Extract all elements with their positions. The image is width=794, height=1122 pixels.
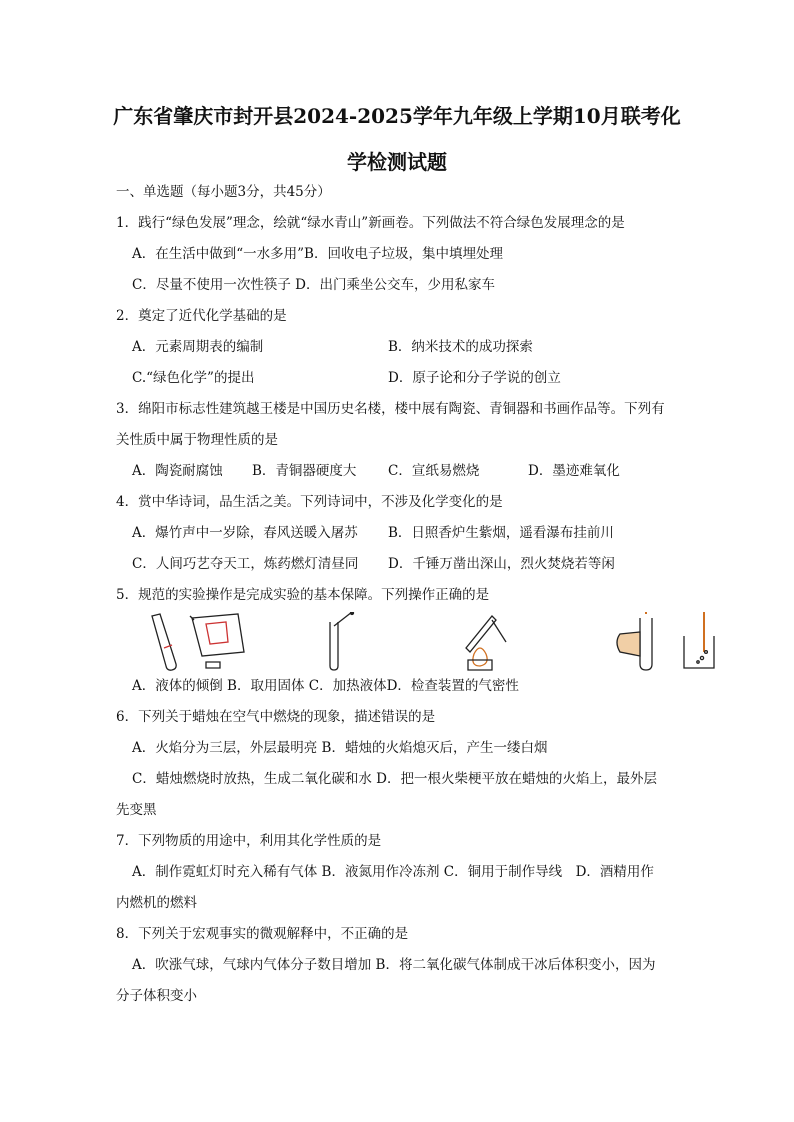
question-4-option-b: B．日照香炉生紫烟，遥看瀑布挂前川 (388, 525, 614, 541)
question-4-option-d: D．千锤万凿出深山，烈火焚烧若等闲 (388, 556, 615, 572)
heating-liquid-figure (446, 612, 526, 672)
section-heading: 一、单选题（每小题3分，共45分） (116, 184, 331, 200)
question-8-options-line-1: A．吹涨气球，气球内气体分子数目增加 B．将二氧化碳气体制成干冰后体积变小，因为 (132, 957, 656, 973)
question-6-options-line-2: C．蜡烛燃烧时放热，生成二氧化碳和水 D．把一根火柴梗平放在蜡烛的火焰上，最外层 (132, 771, 657, 787)
question-2-option-d: D．原子论和分子学说的创立 (388, 370, 561, 386)
question-6-options-line-1: A．火焰分为三层，外层最明亮 B．蜡烛的火焰熄灭后，产生一缕白烟 (132, 740, 548, 756)
question-8-stem: 8．下列关于宏观事实的微观解释中，不正确的是 (116, 926, 409, 942)
question-3-stem: 3．绵阳市标志性建筑越王楼是中国历史名楼，楼中展有陶瓷、青铜器和书画作品等。下列有 (116, 401, 665, 417)
question-1-stem: 1．践行“绿色发展”理念，绘就“绿水青山”新画卷。下列做法不符合绿色发展理念的是 (116, 215, 625, 231)
question-3-option-a: A．陶瓷耐腐蚀 (132, 463, 223, 479)
question-4-stem: 4．赏中华诗词，品生活之美。下列诗词中，不涉及化学变化的是 (116, 494, 503, 510)
question-4-options-row-1 (116, 521, 686, 546)
question-7-options-wrap: 内燃机的燃料 (116, 895, 197, 911)
question-7-stem: 7．下列物质的用途中，利用其化学性质的是 (116, 833, 382, 849)
question-3-option-b: B．青铜器硬度大 (252, 463, 357, 479)
title-line-2: 学检测试题 (347, 150, 447, 174)
question-2-stem: 2．奠定了近代化学基础的是 (116, 308, 287, 324)
question-4-option-c: C．人间巧艺夺天工，炼药燃灯清昼同 (132, 556, 359, 572)
question-7-options-line-1: A．制作霓虹灯时充入稀有气体 B．液氮用作冷冻剂 C．铜用于制作导线 D．酒精用作 (132, 864, 654, 880)
question-6-options-wrap: 先变黑 (116, 802, 157, 818)
question-8-options-wrap: 分子体积变小 (116, 988, 197, 1004)
question-2-option-c: C.“绿色化学”的提出 (132, 370, 255, 386)
question-3-option-c: C．宣纸易燃烧 (388, 463, 480, 479)
question-1-options-line-2: C．尽量不使用一次性筷子 D．出门乘坐公交车，少用私家车 (132, 277, 495, 293)
question-2-option-b: B．纳米技术的成功探索 (388, 339, 533, 355)
pouring-liquid-figure (146, 612, 256, 672)
question-3-options (116, 459, 686, 484)
question-2-options-row-2 (116, 366, 686, 391)
question-2-options-row-1 (116, 335, 686, 360)
question-6-stem: 6．下列关于蜡烛在空气中燃烧的现象，描述错误的是 (116, 709, 436, 725)
question-2-option-a: A．元素周期表的编制 (132, 339, 264, 355)
question-5-options: A．液体的倾倒 B．取用固体 C．加热液体D．检查装置的气密性 (132, 678, 519, 694)
question-list (116, 180, 686, 1015)
title-line-1: 广东省肇庆市封开县2024-2025学年九年级上学期10月联考化 (113, 104, 681, 128)
question-4-option-a: A．爆竹声中一岁除，春风送暖入屠苏 (132, 525, 358, 541)
question-3-option-d: D．墨迹难氧化 (528, 463, 620, 479)
airtightness-check-figure (606, 612, 716, 672)
question-1-options-line-1: A．在生活中做到“一水多用”B．回收电子垃圾，集中填埋处理 (132, 246, 503, 262)
question-4-options-row-2 (116, 552, 686, 577)
question-3-stem-continued: 关性质中属于物理性质的是 (116, 432, 278, 448)
question-5-figures (116, 612, 686, 672)
taking-solid-figure (316, 612, 366, 672)
question-5-stem: 5．规范的实验操作是完成实验的基本保障。下列操作正确的是 (116, 587, 490, 603)
